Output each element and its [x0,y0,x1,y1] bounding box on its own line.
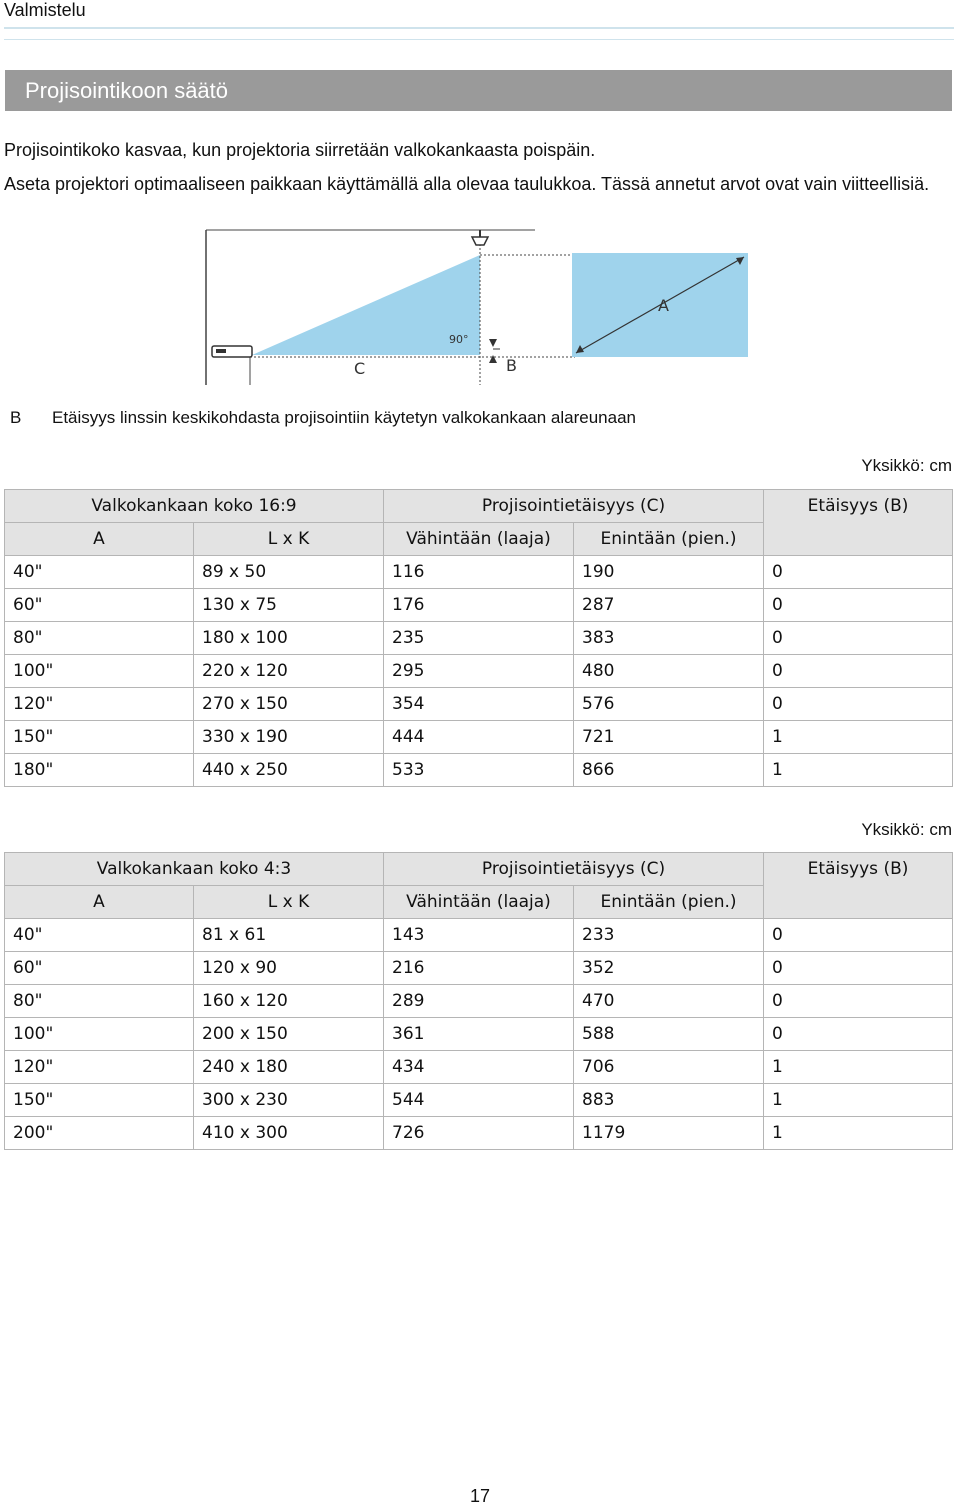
header-projection-distance: Projisointietäisyys (C) [384,490,764,523]
page-header-section: Valmistelu [4,0,86,20]
label-a: A [658,296,669,315]
b-arrow-down [489,339,497,347]
table-4-3 [4,852,953,1150]
label-angle: 90° [449,333,469,346]
cell: 120 x 90 [194,952,384,985]
intro-text [4,138,948,206]
cell: 216 [384,952,574,985]
cell: 235 [384,622,574,655]
header-col-min: Vähintään (laaja) [384,886,574,919]
cell: 576 [574,688,764,721]
cell: 0 [764,985,953,1018]
header-distance-b: Etäisyys (B) [764,853,953,919]
page-number: 17 [469,1486,491,1506]
table-header-row [5,853,953,886]
cell: 150" [5,721,194,754]
label-c: C [354,359,366,378]
legend-key: B [10,408,22,427]
cell: 0 [764,688,953,721]
cell: 60" [5,589,194,622]
header-screen-size: Valkokankaan koko 16:9 [5,490,384,523]
table-row [5,985,953,1018]
cell: 726 [384,1117,574,1150]
cell: 233 [574,919,764,952]
cell: 470 [574,985,764,1018]
table-row [5,1018,953,1051]
cell: 1 [764,1084,953,1117]
table-row [5,919,953,952]
cell: 150" [5,1084,194,1117]
cell: 120" [5,1051,194,1084]
table-row [5,556,953,589]
table-row [5,589,953,622]
intro-line-1: Projisointikoko kasvaa, kun projektoria siirretään valkokankaasta poispäin. [4,140,596,160]
ceiling-mount-icon [472,230,488,245]
cell: 0 [764,589,953,622]
cell: 361 [384,1018,574,1051]
legend-text: Etäisyys linssin keskikohdasta projisointiin käytetyn valkokankaan alareunaan [52,408,636,427]
projection-diagram [200,225,760,390]
cell: 180 x 100 [194,622,384,655]
cell: 116 [384,556,574,589]
cell: 220 x 120 [194,655,384,688]
table-row [5,1084,953,1117]
cell: 180" [5,754,194,787]
cell: 80" [5,985,194,1018]
cell: 176 [384,589,574,622]
legend-row [10,408,636,428]
cell: 270 x 150 [194,688,384,721]
table2-unit: Yksikkö: cm [861,820,952,839]
cell: 444 [384,721,574,754]
table-16-9 [4,489,953,787]
cell: 100" [5,655,194,688]
cell: 588 [574,1018,764,1051]
projector-icon [212,346,252,357]
table-row [5,754,953,787]
cell: 440 x 250 [194,754,384,787]
cell: 533 [384,754,574,787]
cell: 866 [574,754,764,787]
cell: 80" [5,622,194,655]
cell: 883 [574,1084,764,1117]
cell: 0 [764,655,953,688]
cell: 544 [384,1084,574,1117]
cell: 200" [5,1117,194,1150]
cell: 40" [5,556,194,589]
table-row [5,1117,953,1150]
cell: 289 [384,985,574,1018]
cell: 354 [384,688,574,721]
b-arrow-up [489,355,497,363]
table-row [5,622,953,655]
cell: 1179 [574,1117,764,1150]
header-col-lxk: L x K [194,523,384,556]
section-title: Projisointikoon säätö [5,70,952,111]
table-row [5,952,953,985]
header-col-max: Enintään (pien.) [574,886,764,919]
cell: 410 x 300 [194,1117,384,1150]
cell: 120" [5,688,194,721]
cell: 0 [764,1018,953,1051]
cell: 200 x 150 [194,1018,384,1051]
table-row [5,721,953,754]
cell: 240 x 180 [194,1051,384,1084]
intro-line-2: Aseta projektori optimaaliseen paikkaan käyttämällä alla olevaa taulukkoa. Tässä annetut arvot ovat vain viitteellisiä. [4,174,930,194]
cell: 60" [5,952,194,985]
header-col-min: Vähintään (laaja) [384,523,574,556]
cell: 1 [764,1117,953,1150]
table-row [5,1051,953,1084]
cell: 1 [764,754,953,787]
header-projection-distance: Projisointietäisyys (C) [384,853,764,886]
cell: 352 [574,952,764,985]
cell: 287 [574,589,764,622]
cell: 706 [574,1051,764,1084]
cell: 160 x 120 [194,985,384,1018]
table1-unit: Yksikkö: cm [861,456,952,475]
table-header-row [5,490,953,523]
cell: 89 x 50 [194,556,384,589]
cell: 0 [764,622,953,655]
label-b: B [506,356,517,375]
cell: 130 x 75 [194,589,384,622]
table-row [5,655,953,688]
cell: 1 [764,1051,953,1084]
cell: 143 [384,919,574,952]
header-screen-size: Valkokankaan koko 4:3 [5,853,384,886]
cell: 480 [574,655,764,688]
cell: 0 [764,952,953,985]
table-row [5,688,953,721]
cell: 81 x 61 [194,919,384,952]
cell: 0 [764,556,953,589]
header-distance-b: Etäisyys (B) [764,490,953,556]
cell: 0 [764,919,953,952]
header-rule [4,27,954,40]
header-col-lxk: L x K [194,886,384,919]
cell: 100" [5,1018,194,1051]
cell: 300 x 230 [194,1084,384,1117]
cell: 330 x 190 [194,721,384,754]
projection-beam [252,255,480,355]
cell: 190 [574,556,764,589]
cell: 1 [764,721,953,754]
cell: 721 [574,721,764,754]
cell: 295 [384,655,574,688]
header-col-max: Enintään (pien.) [574,523,764,556]
cell: 434 [384,1051,574,1084]
cell: 383 [574,622,764,655]
cell: 40" [5,919,194,952]
header-col-a: A [5,886,194,919]
header-col-a: A [5,523,194,556]
